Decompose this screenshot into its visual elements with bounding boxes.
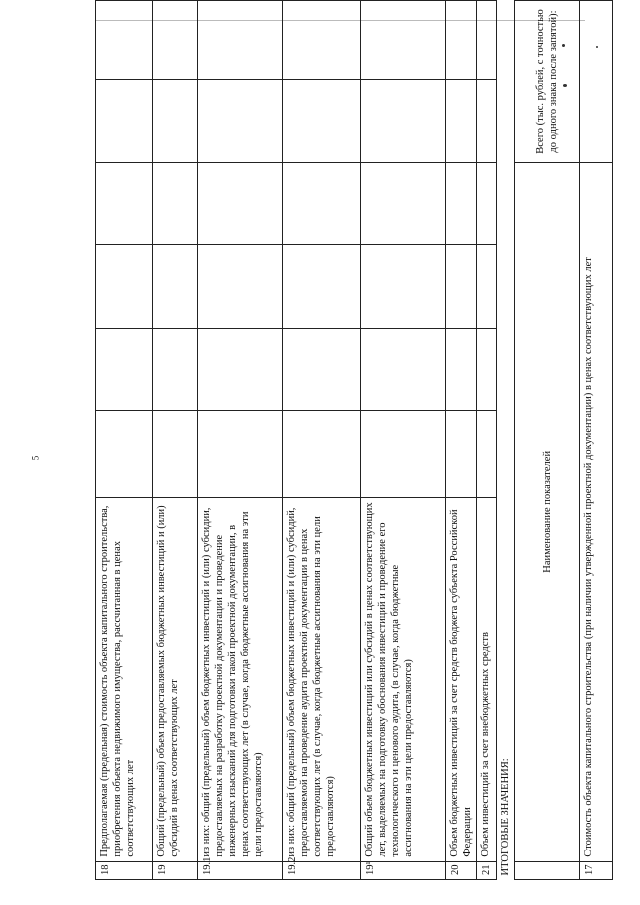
table-row (153, 1, 198, 880)
table-row (477, 1, 497, 880)
table-cell (361, 80, 446, 163)
row-label: из них: общий (предельный) объем бюджетных инвестиций и (или) субсидий, предоставляемой на проведение аудита проектной документации в ценах соответствующих лет (в случае, когда бюджетные ассигнования на эти цели предоставляются) (283, 498, 361, 862)
table-row (283, 1, 361, 880)
table-cell (153, 162, 198, 245)
totals-name-header: Наименование показателей (515, 162, 580, 861)
table-cell (283, 1, 361, 80)
table-cell (153, 80, 198, 163)
table-cell (283, 411, 361, 498)
row-label: Объем инвестиций за счет внебюджетных средств (477, 498, 497, 862)
table-cell (446, 80, 477, 163)
row-number: 20 (446, 861, 477, 879)
table-cell (477, 162, 497, 245)
table-cell (96, 162, 153, 245)
table-cell (96, 411, 153, 498)
row-number: 21 (477, 861, 497, 879)
row-number: 19.2 (283, 861, 361, 879)
table-cell (198, 1, 283, 80)
row-number: 19¹ (361, 861, 446, 879)
row-label: Общий объем бюджетных инвестиций или субсидий в ценах соответствующих лет, выделяемых на подготовку обоснования инвестиций и проведение его технологического и ценового аудита, (в случае, когда бюджетные ассигнования на эти цели предоставляются) (361, 498, 446, 862)
row-label: из них: общий (предельный) объем бюджетных инвестиций и (или) субсидии, предоставляемых на разработку проектной документации и проведение инженерных изысканий для подготовки такой проектной документации, в ценах соответствующих лет (в случае, когда бюджетные ассигнования на эти цели предоставляются) (198, 498, 283, 862)
table-cell (361, 1, 446, 80)
table-cell (446, 411, 477, 498)
table-cell (283, 329, 361, 412)
table-cell (477, 411, 497, 498)
table-cell (283, 162, 361, 245)
totals-heading: ИТОГОВЫЕ ЗНАЧЕНИЯ: (497, 1, 515, 880)
table-cell (361, 245, 446, 329)
table-cell (477, 245, 497, 329)
row-label: Стоимость объекта капитального строительства (при наличии утвержденной проектной документации) в ценах соответствующих лет (580, 162, 613, 861)
table-cell (198, 245, 283, 329)
row-number: 19.1 (198, 861, 283, 879)
table-cell (477, 329, 497, 412)
table-row (96, 1, 153, 880)
totals-header-row (515, 1, 580, 880)
table-cell (153, 245, 198, 329)
row-number: 17 (580, 861, 613, 879)
table-cell (361, 162, 446, 245)
table-cell (515, 861, 580, 879)
table-cell (96, 80, 153, 163)
table-row (198, 1, 283, 880)
row-number: 19 (153, 861, 198, 879)
table-cell (361, 411, 446, 498)
totals-row (580, 1, 613, 880)
table-row (361, 1, 446, 880)
table-cell (477, 1, 497, 80)
row-label: Общий (предельный) объем предоставляемых бюджетных инвестиций и (или) субсидий в ценах соответствующих лет (153, 498, 198, 862)
table-cell (96, 329, 153, 412)
table-cell (446, 329, 477, 412)
table-cell (446, 1, 477, 80)
table-cell (198, 411, 283, 498)
table-cell (580, 1, 613, 163)
totals-total-header: Всего (тыс. рублей, с точностью до одного знака после запятой): (515, 1, 580, 163)
table-cell (198, 80, 283, 163)
table-cell (153, 1, 198, 80)
table-cell (153, 329, 198, 412)
table-cell (477, 80, 497, 163)
table-cell (96, 245, 153, 329)
row-label: Объем бюджетных инвестиций за счет средств бюджета субъекта Российской Федерации (446, 498, 477, 862)
table-row (446, 1, 477, 880)
table-cell (446, 162, 477, 245)
investment-table (95, 0, 613, 880)
rotated-table-container (95, 0, 605, 880)
page-number: 5 (30, 455, 41, 461)
row-label: Предполагаемая (предельная) стоимость объекта капитального строительства, приобретения объекта недвижимого имущества, рассчитанная в ценах соответствующих лет (96, 498, 153, 862)
table-cell (446, 245, 477, 329)
totals-heading-row (497, 1, 515, 880)
table-cell (153, 411, 198, 498)
row-number: 18 (96, 861, 153, 879)
table-cell (283, 80, 361, 163)
table-cell (198, 162, 283, 245)
table-cell (361, 329, 446, 412)
table-cell (283, 245, 361, 329)
table-cell (198, 329, 283, 412)
table-cell (96, 1, 153, 80)
